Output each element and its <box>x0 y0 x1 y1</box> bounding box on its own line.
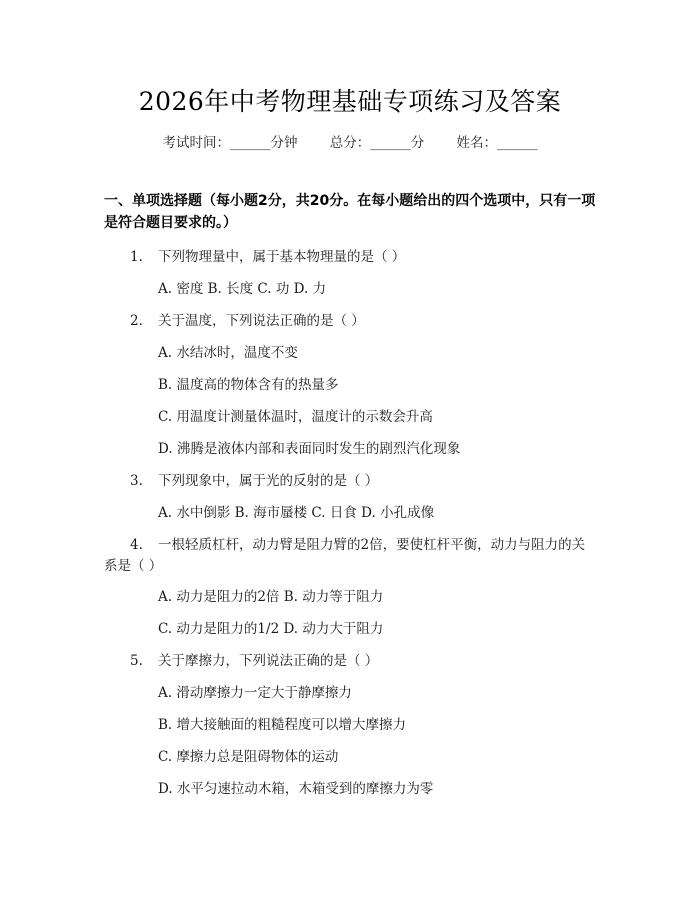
question-2 <box>130 309 365 329</box>
question-4-options-cd: C. 动力是阻力的1/2 D. 动力大于阻力 <box>158 621 384 637</box>
page-title: 2026年中考物理基础专项练习及答案 <box>138 87 562 116</box>
question-4 <box>130 533 585 553</box>
question-4-options-ab: A. 动力是阻力的2倍 B. 动力等于阻力 <box>158 589 384 605</box>
total-score-field: 总分：______分 <box>329 135 425 151</box>
question-2-option-c: C. 用温度计测量体温时，温度计的示数会升高 <box>158 409 433 425</box>
question-number: 1. <box>130 249 143 265</box>
question-5-option-a: A. 滑动摩擦力一定大于静摩擦力 <box>158 685 352 701</box>
question-5 <box>130 649 378 669</box>
question-1 <box>130 245 405 265</box>
exam-time-field: 考试时间：______分钟 <box>162 135 298 151</box>
question-stem: 关于摩擦力，下列说法正确的是（ ） <box>158 653 379 669</box>
question-1-options: A. 密度 B. 长度 C. 功 D. 力 <box>158 281 327 297</box>
student-name-field: 姓名：______ <box>456 135 538 151</box>
question-2-option-d: D. 沸腾是液体内部和表面同时发生的剧烈汽化现象 <box>158 441 461 457</box>
question-stem: 下列物理量中，属于基本物理量的是（ ） <box>158 249 406 265</box>
question-5-option-d: D. 水平匀速拉动木箱，木箱受到的摩擦力为零 <box>158 781 434 797</box>
question-4-stem-continued: 系是（ ） <box>104 558 163 574</box>
exam-info-line <box>0 131 700 151</box>
question-2-option-b: B. 温度高的物体含有的热量多 <box>158 377 339 393</box>
question-stem: 关于温度，下列说法正确的是（ ） <box>158 313 365 329</box>
question-2-option-a: A. 水结冰时，温度不变 <box>158 345 298 361</box>
question-number: 4. <box>130 537 143 553</box>
question-3 <box>130 469 378 489</box>
question-3-options: A. 水中倒影 B. 海市蜃楼 C. 日食 D. 小孔成像 <box>158 505 435 521</box>
question-5-option-c: C. 摩擦力总是阻碍物体的运动 <box>158 749 339 765</box>
question-5-option-b: B. 增大接触面的粗糙程度可以增大摩擦力 <box>158 717 407 733</box>
question-number: 5. <box>130 653 143 669</box>
section-heading: 一、单项选择题（每小题2分，共20分。在每小题给出的四个选项中，只有一项是符合题目要求的。） <box>104 193 596 231</box>
question-number: 3. <box>130 473 143 489</box>
question-stem: 一根轻质杠杆，动力臂是阻力臂的2倍，要使杠杆平衡，动力与阻力的关 <box>158 537 586 553</box>
question-number: 2. <box>130 313 143 329</box>
question-stem: 下列现象中，属于光的反射的是（ ） <box>158 473 379 489</box>
